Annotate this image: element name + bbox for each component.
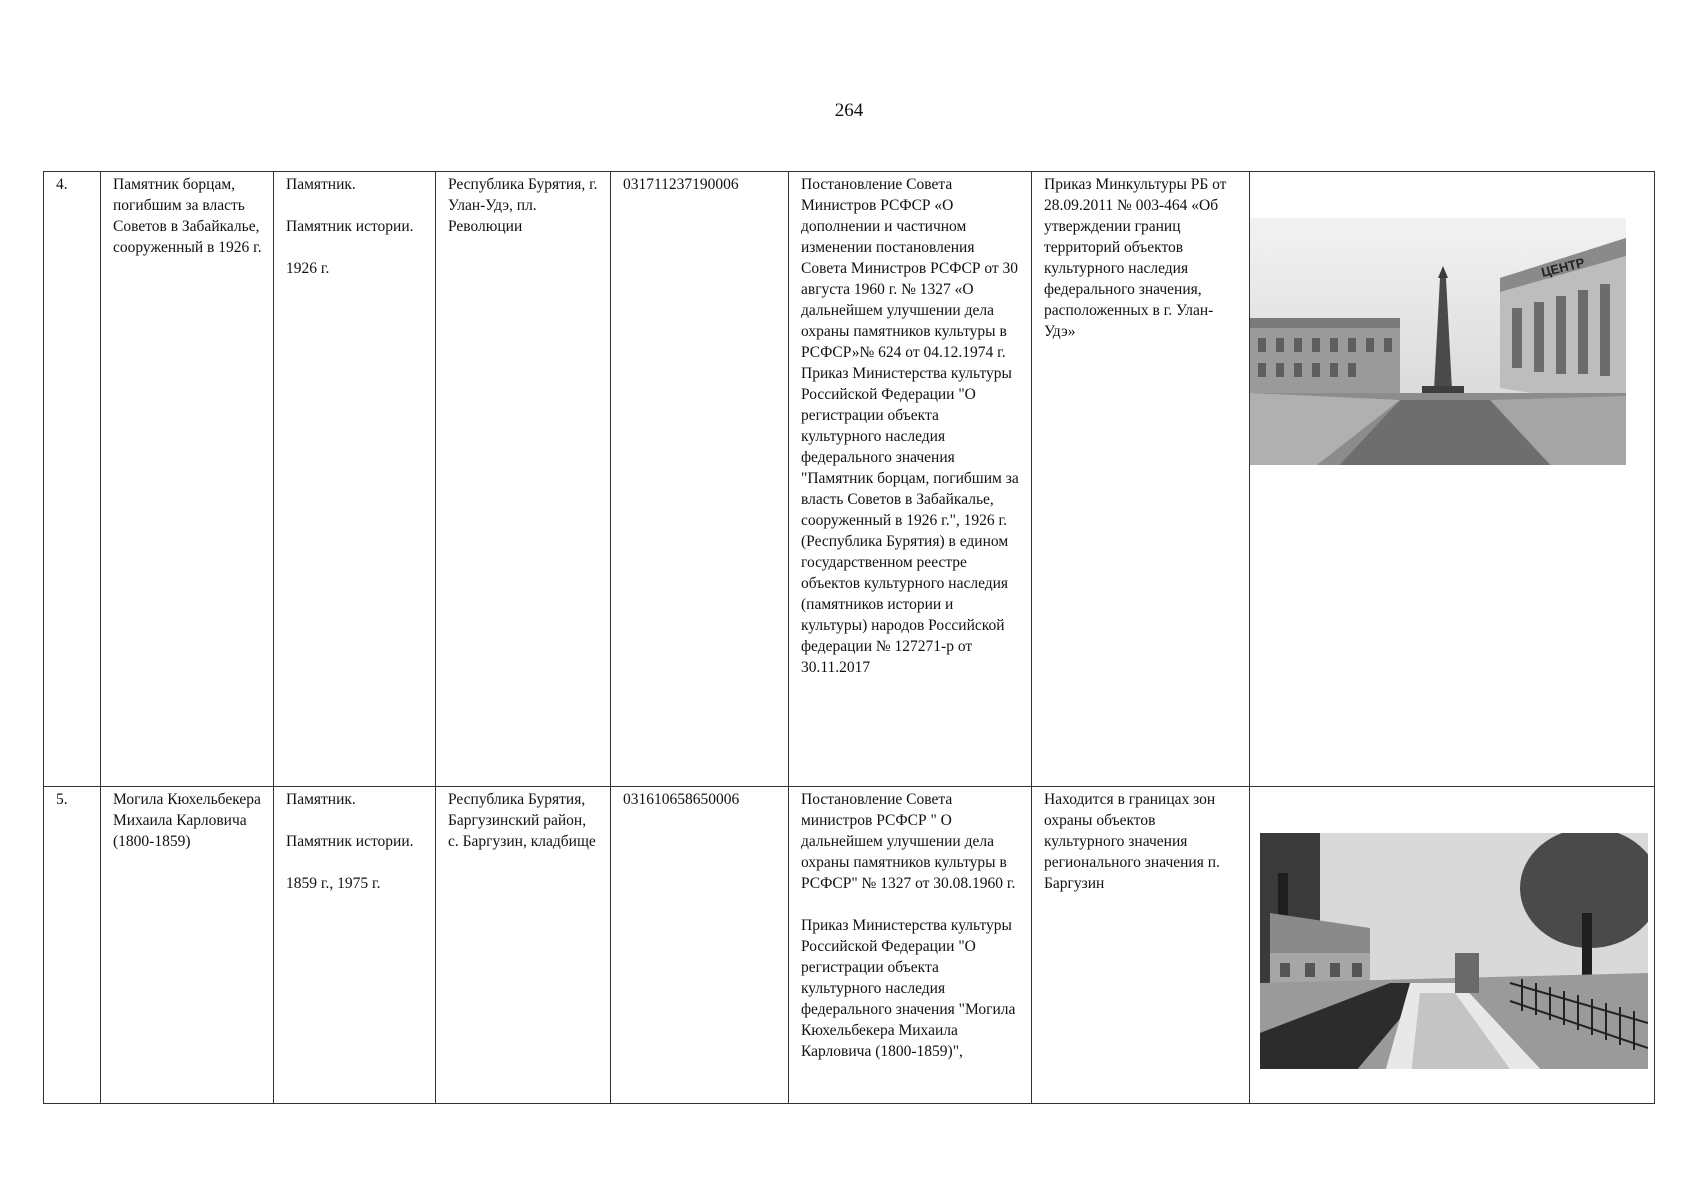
photo-cell <box>1250 172 1655 787</box>
object-category: Памятник. Памятник истории. 1859 г., 1975 г. <box>274 787 436 1104</box>
legal-documents: Постановление Совета министров РСФСР " О дальнейшем улучшении дела охраны памятников культуры в РСФСР" № 1327 от 30.08.1960 г. Приказ Министерства культуры Российской Федерации "О регистрации объекта культурного наследия федерального значения "Могила Кюхельбекера Михаила Карловича (1800-1859)", <box>789 787 1032 1104</box>
photo-cell <box>1250 787 1655 1104</box>
heritage-registry-table <box>43 171 1655 1104</box>
object-address: Республика Бурятия, г. Улан-Удэ, пл. Революции <box>436 172 611 787</box>
row-number: 5. <box>44 787 101 1104</box>
registry-number: 031610658650006 <box>611 787 789 1104</box>
table-row <box>44 787 1655 1104</box>
table-row <box>44 172 1655 787</box>
object-name: Памятник борцам, погибшим за власть Советов в Забайкалье, сооруженный в 1926 г. <box>101 172 274 787</box>
legal-documents: Постановление Совета Министров РСФСР «О дополнении и частичном изменении постановления Совета Министров РСФСР от 30 августа 1960 г. № 1327 «О дальнейшем улучшении дела охраны памятников культуры в РСФСР»№ 624 от 04.12.1974 г. Приказ Министерства культуры Российской Федерации "О регистрации объекта культурного наследия федерального значения "Памятник борцам, погибшим за власть Советов в Забайкалье, сооруженный в 1926 г.", 1926 г. (Республика Бурятия) в едином государственном реестре объектов культурного наследия (памятников истории и культуры) народов Российской федерации № 127271-р от 30.11.2017 <box>789 172 1032 787</box>
object-name: Могила Кюхельбекера Михаила Карловича (1800-1859) <box>101 787 274 1104</box>
grave-photo <box>1260 812 1648 1069</box>
territory-boundaries: Находится в границах зон охраны объектов культурного значения регионального значения п. Баргузин <box>1032 787 1250 1104</box>
registry-number: 031711237190006 <box>611 172 789 787</box>
page-number: 264 <box>834 100 864 121</box>
monument-photo <box>1250 197 1626 465</box>
object-category: Памятник. Памятник истории. 1926 г. <box>274 172 436 787</box>
object-address: Республика Бурятия, Баргузинский район, с. Баргузин, кладбище <box>436 787 611 1104</box>
row-number: 4. <box>44 172 101 787</box>
territory-boundaries: Приказ Минкультуры РБ от 28.09.2011 № 003-464 «Об утверждении границ территорий объектов культурного наследия федерального значения, расположенных в г. Улан-Удэ» <box>1032 172 1250 787</box>
building-sign-text: ЦЕНТР <box>1539 254 1587 280</box>
